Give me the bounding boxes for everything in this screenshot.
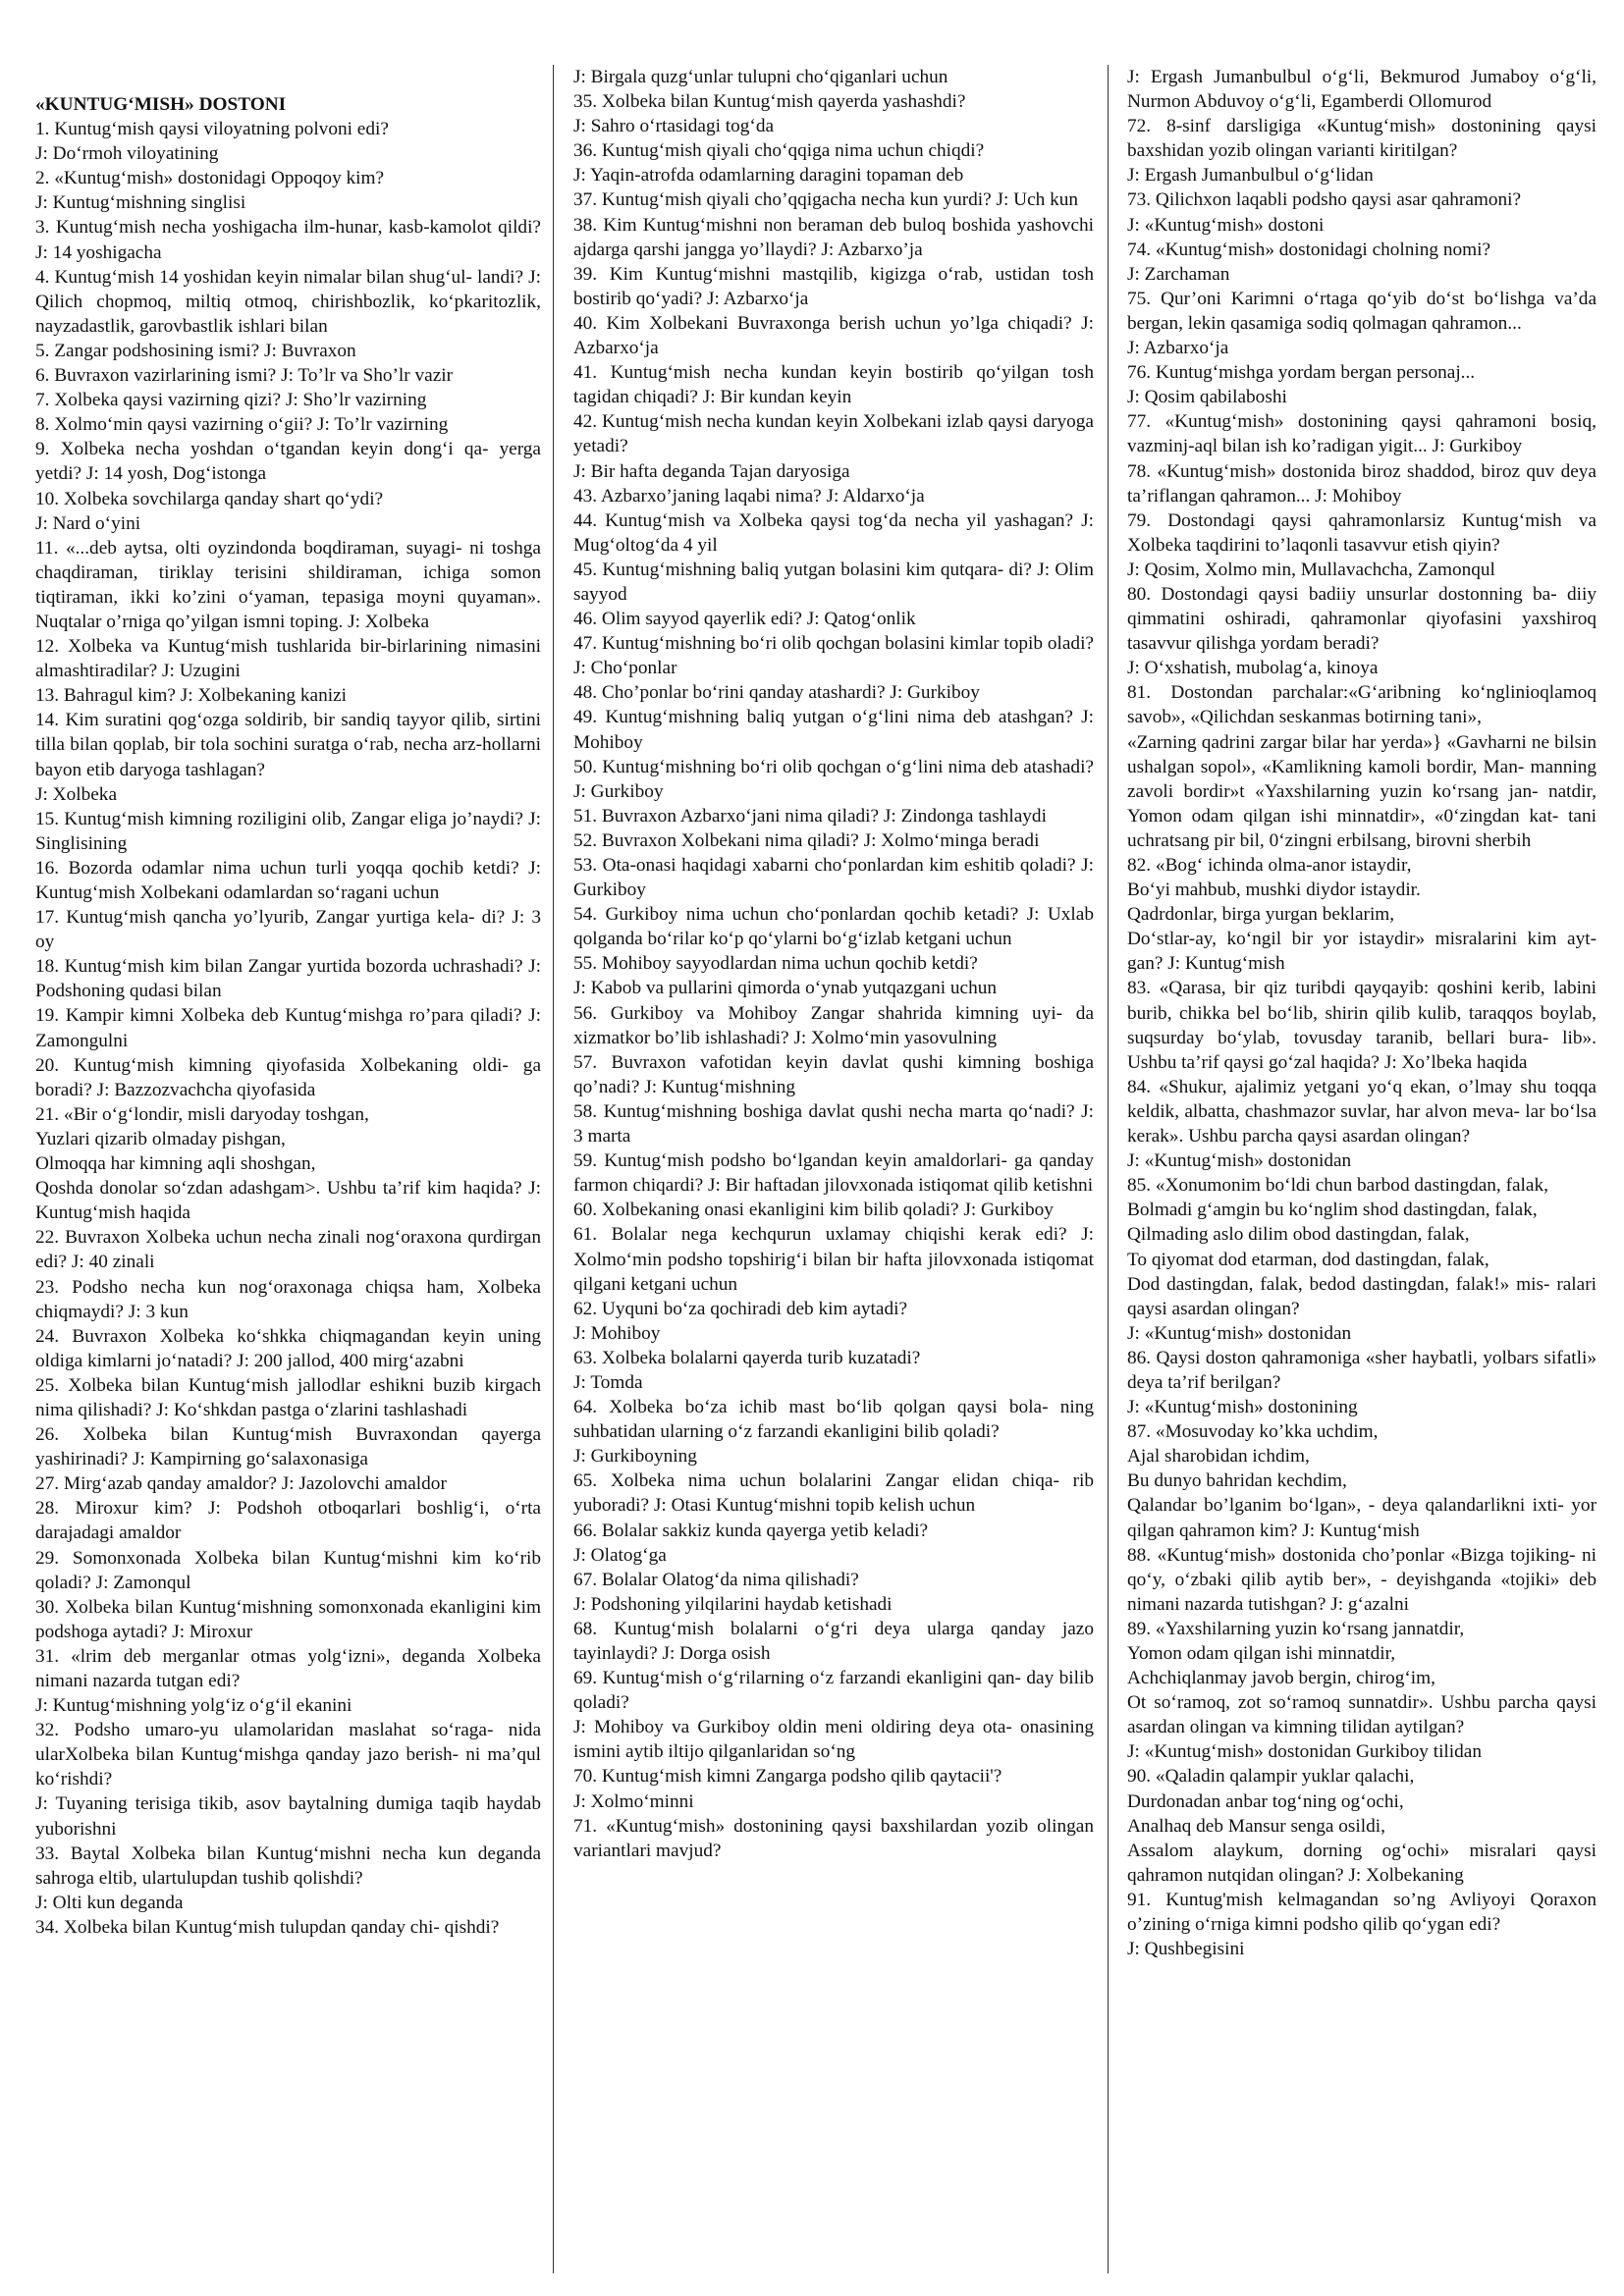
question-line: J: «Kuntug‘mish» dostonidan	[1127, 1150, 1352, 1172]
question-line: Olmoqqa har kimning aqli shoshgan,	[35, 1153, 316, 1175]
question-line: 51. Buvraxon Azbarxo‘jani nima qiladi? J: Zindonga tashlaydi	[573, 805, 1047, 827]
document-title: «KUNTUG‘MISH» DOSTONI	[35, 94, 287, 115]
question-line: 50. Kuntug‘mishning bo‘ri olib qochgan o‘g‘lini nima deb atashadi? J: Gurkiboy	[573, 756, 1094, 802]
question-line: 2. «Kuntug‘mish» dostonidagi Oppoqoy kim?	[35, 168, 385, 189]
question-line: 30. Xolbeka bilan Kuntug‘mishning somonxonada ekanligini kim podshoga aytadi? J: Miroxur	[35, 1596, 541, 1642]
question-line: Bu dunyo bahridan kechdim,	[1127, 1470, 1347, 1492]
question-line: 81. Dostondan parchalar:«G‘aribning ko‘nglinioqlamoq savob», «Qilichdan seskanmas botirning tani»,	[1127, 682, 1597, 728]
question-line: Bolmadi g‘amgin bu ko‘nglim shod dastingdan, falak,	[1127, 1200, 1538, 1221]
question-line: J: Qosim qabilaboshi	[1127, 387, 1287, 408]
question-line: 20. Kuntug‘mish kimning qiyofasida Xolbekaning oldi- ga boradi? J: Bazzozvachcha qiyofasida	[35, 1054, 541, 1100]
column-2	[573, 65, 1094, 2273]
question-line: 27. Mirg‘azab qanday amaldor? J: Jazolovchi amaldor	[35, 1473, 447, 1495]
question-line: Qilmading aslo dilim obod dastingdan, falak,	[1127, 1224, 1470, 1246]
question-line: «Zarning qadrini zargar bilar har yerda»} «Gavharni ne bilsin ushalgan sopol», «Kamlikning kamoli bordir, Man- manning zavoli bordir»t «Yaxshilarning yuzin ko‘rsang jan- natdir, Yomon odam qilgan ishi minnatdir», «0‘zingdan kat- tani uchratsang pir bil, 0‘zingni erbilsang, birovni sherbih	[1127, 731, 1597, 851]
question-line: 35. Xolbeka bilan Kuntug‘mish qayerda yashashdi?	[573, 91, 966, 113]
question-line: 7. Xolbeka qaysi vazirning qizi? J: Sho’lr vazirning	[35, 390, 427, 411]
question-line: To qiyomat dod etarman, dod dastingdan, falak,	[1127, 1249, 1489, 1270]
question-line: J: Xolbeka	[35, 783, 117, 805]
question-line: 26. Xolbeka bilan Kuntug‘mish Buvraxondan qayerga yashirinadi? J: Kampirning go‘salaxonasiga	[35, 1424, 541, 1470]
question-line: J: Gurkiboyning	[573, 1446, 697, 1468]
column-3	[1127, 65, 1597, 2273]
question-line: 88. «Kuntug‘mish» dostonida cho’ponlar «Bizga tojiking- ni qo‘y, o‘zbaki qilib aytib ber», - deyishganda «tojiki» deb nimani nazarda tutishgan? J: g‘azalni	[1127, 1544, 1597, 1615]
question-line: 52. Buvraxon Xolbekani nima qiladi? J: Xolmo‘minga beradi	[573, 829, 1040, 851]
question-line: 55. Mohiboy sayyodlardan nima uchun qochib ketdi?	[573, 953, 978, 975]
question-line: 21. «Bir o‘g‘londir, misli daryoday toshgan,	[35, 1103, 369, 1125]
question-line: J: Sahro o‘rtasidagi tog‘da	[573, 116, 775, 137]
question-line: J: «Kuntug‘mish» dostonidan Gurkiboy tilidan	[1127, 1741, 1482, 1763]
question-line: 38. Kim Kuntug‘mishni non beraman deb buloq boshida yashovchi ajdarga qarshi jangga yo’llaydi? J: Azbarxo’ja	[573, 214, 1094, 260]
column-divider-2	[1108, 65, 1109, 2273]
question-line: J: Tuyaning terisiga tikib, asov baytalning dumiga taqib haydab yuborishni	[35, 1793, 541, 1840]
question-line: 74. «Kuntug‘mish» dostonidagi cholning nomi?	[1127, 239, 1491, 260]
question-line: 18. Kuntug‘mish kim bilan Zangar yurtida bozorda uchrashadi? J: Podshoning qudasi bilan	[35, 956, 541, 1002]
question-line: J: Olatog‘ga	[573, 1544, 667, 1566]
question-line: 76. Kuntug‘mishga yordam bergan personaj...	[1127, 362, 1476, 384]
question-line: J: Birgala quzg‘unlar tulupni cho‘qiganlari uchun	[573, 67, 948, 87]
question-line: 64. Xolbeka bo‘za ichib mast bo‘lib qolgan qaysi bola- ning suhbatidan ularning o‘z farzandi ekanligini bilib qoladi?	[573, 1397, 1094, 1443]
question-line: Yomon odam qilgan ishi minnatdir,	[1127, 1643, 1396, 1664]
question-line: 57. Buvraxon vafotidan keyin davlat qushi kimning boshiga qo’nadi? J: Kuntug‘mishning	[573, 1051, 1094, 1097]
question-line: 28. Miroxur kim? J: Podshoh otboqarlari boshlig‘i, o‘rta darajadagi amaldor	[35, 1498, 541, 1544]
question-line: J: Do‘rmoh viloyatining	[35, 143, 219, 165]
question-line: 16. Bozorda odamlar nima uchun turli yoqqa qochib ketdi? J: Kuntug‘mish Xolbekani odamlardan so‘ragani uchun	[35, 857, 541, 903]
question-line: 22. Buvraxon Xolbeka uchun necha zinali nog‘oraxona qurdirgan edi? J: 40 zinali	[35, 1227, 541, 1273]
question-line: 70. Kuntug‘mish kimni Zangarga podsho qilib qaytacii'?	[573, 1766, 1002, 1788]
question-line: 23. Podsho necha kun nog‘oraxonaga chiqsa ham, Xolbeka chiqmaydi? J: 3 kun	[35, 1276, 541, 1322]
column-1	[35, 92, 541, 2273]
question-line: 25. Xolbeka bilan Kuntug‘mish jallodlar eshikni buzib kirgach nima qilishadi? J: Ko‘shkdan pastga o‘zlarini tashlashadi	[35, 1374, 541, 1420]
question-line: 36. Kuntug‘mish qiyali cho‘qqiga nima uchun chiqdi?	[573, 140, 985, 162]
question-line: J: Qushbegisini	[1127, 1939, 1245, 1960]
question-line: 62. Uyquni bo‘za qochiradi deb kim aytadi?	[573, 1298, 908, 1319]
question-line: Ot so‘ramoq, zot so‘ramoq sunnatdir». Ushbu parcha qaysi asardan olingan va kimning tilidan aytilgan?	[1127, 1692, 1597, 1738]
question-line: 12. Xolbeka va Kuntug‘mish tushlarida bir-birlarining nimasini almashtiradilar? J: Uzugini	[35, 636, 541, 682]
question-line: Durdonadan anbar tog‘ning og‘ochi,	[1127, 1790, 1404, 1812]
question-line: J: Qosim, Xolmo min, Mullavachcha, Zamonqul	[1127, 559, 1495, 580]
question-line: J: Zarchaman	[1127, 263, 1230, 285]
question-line: 83. «Qarasa, bir qiz turibdi qayqayib: qoshini kerib, labini burib, chikka bel bo‘lib, shirin qilib kulib, taraqqos boylab, suqsurday bo‘ylab, tovusday taranib, bellari bura- lib». Ushbu ta’rif qaysi go‘zal haqida? J: Xo’lbeka haqida	[1127, 978, 1597, 1073]
question-line: Qalandar bo’lganim bo‘lgan», - deya qalandarlikni ixti- yor qilgan qahramon kim? J: Kuntug‘mish	[1127, 1495, 1597, 1541]
question-line: Dod dastingdan, falak, bedod dastingdan, falak!» mis- ralari qaysi asardan olingan?	[1127, 1273, 1597, 1319]
question-line: Do‘stlar-ay, ko‘ngil bir yor istaydir» misralarini kim ayt- gan? J: Kuntug‘mish	[1127, 929, 1597, 975]
question-line: 49. Kuntug‘mishning baliq yutgan o‘g‘lini nima deb atashgan? J: Mohiboy	[573, 707, 1094, 753]
question-line: 43. Azbarxo’janing laqabi nima? J: Aldarxo‘ja	[573, 485, 925, 507]
question-line: 34. Xolbeka bilan Kuntug‘mish tulupdan qanday chi- qishdi?	[35, 1916, 500, 1938]
question-line: 39. Kim Kuntug‘mishni mastqilib, kigizga o‘rab, ustidan tosh bostirib qo‘yadi? J: Azbarxo‘ja	[573, 263, 1094, 309]
question-line: 40. Kim Xolbekani Buvraxonga berish uchun yo’lga chiqadi? J: Azbarxo‘ja	[573, 312, 1094, 359]
question-line: 91. Kuntug'mish kelmagandan so’ng Avliyoyi Qoraxon o’zining o‘rniga kimni podsho qilib qo‘ygan edi?	[1127, 1889, 1597, 1936]
question-line: 33. Baytal Xolbeka bilan Kuntug‘mishni necha kun deganda sahroga eltib, ulartulupdan tushib qolishdi?	[35, 1842, 541, 1889]
question-line: 56. Gurkiboy va Mohiboy Zangar shahrida kimning uyi- da xizmatkor bo’lib ishlashadi? J: Xolmo‘min yasovulning	[573, 1002, 1094, 1048]
question-line: 1. Kuntug‘mish qaysi viloyatning polvoni edi?	[35, 119, 389, 140]
question-line: J: Kuntug‘mishning yolg‘iz o‘g‘il ekanini	[35, 1695, 352, 1717]
question-line: 29. Somonxonada Xolbeka bilan Kuntug‘mishni kim ko‘rib qoladi? J: Zamonqul	[35, 1547, 541, 1593]
question-line: 89. «Yaxshilarning yuzin ko‘rsang jannatdir,	[1127, 1618, 1465, 1639]
question-line: 87. «Mosuvoday ko’kka uchdim,	[1127, 1421, 1379, 1443]
question-line: J: Mohiboy va Gurkiboy oldin meni oldiring deya ota- onasining ismini aytib iltijo qilganlaridan so‘ng	[573, 1717, 1094, 1763]
question-line: 65. Xolbeka nima uchun bolalarini Zangar elidan chiqa- rib yuboradi? J: Otasi Kuntug‘mishni topib kelish uchun	[573, 1470, 1094, 1517]
question-line: Yuzlari qizarib olmaday pishgan,	[35, 1128, 286, 1149]
question-line: J: O‘xshatish, mubolag‘a, kinoya	[1127, 658, 1379, 679]
question-line: 67. Bolalar Olatog‘da nima qilishadi?	[573, 1569, 859, 1590]
question-line: Qadrdonlar, birga yurgan beklarim,	[1127, 904, 1395, 926]
question-line: 13. Bahragul kim? J: Xolbekaning kanizi	[35, 685, 348, 707]
question-line: J: Olti kun deganda	[35, 1892, 184, 1913]
question-line: J: Kuntug‘mishning singlisi	[35, 192, 246, 214]
question-line: 6. Buvraxon vazirlarining ismi? J: To’lr va Sho’lr vazir	[35, 365, 454, 387]
question-line: 68. Kuntug‘mish bolalarni o‘g‘ri deya ularga qanday jazo tayinlaydi? J: Dorga osish	[573, 1618, 1094, 1664]
question-line: J: Ergash Jumanbulbul o‘g‘lidan	[1127, 165, 1374, 187]
question-line: 73. Qilichxon laqabli podsho qaysi asar qahramoni?	[1127, 189, 1522, 211]
question-line: 72. 8-sinf darsligiga «Kuntug‘mish» dostonining qaysi baxshidan yozib olingan varianti kiritilgan?	[1127, 116, 1597, 162]
question-line: 37. Kuntug‘mish qiyali cho’qqigacha necha kun yurdi? J: Uch kun	[573, 189, 1079, 211]
question-line: 3. Kuntug‘mish necha yoshigacha ilm-hunar, kasb-kamolot qildi? J: 14 yoshigacha	[35, 217, 541, 263]
question-line: J: Kabob va pullarini qimorda o‘ynab yutqazgani uchun	[573, 978, 998, 999]
question-line: 66. Bolalar sakkiz kunda qayerga yetib keladi?	[573, 1520, 929, 1541]
question-line: 8. Xolmo‘min qaysi vazirning o‘gii? J: To’lr vazirning	[35, 414, 449, 436]
question-line: 60. Xolbekaning onasi ekanligini kim bilib qoladi? J: Gurkiboy	[573, 1200, 1054, 1221]
question-line: 45. Kuntug‘mishning baliq yutgan bolasini kim qutqara- di? J: Olim sayyod	[573, 559, 1094, 605]
question-line: J: Ergash Jumanbulbul o‘g‘li, Bekmurod Jumaboy o‘g‘li, Nurmon Abduvoy o‘g‘li, Egamberdi Ollomurod	[1127, 67, 1597, 113]
question-line: J: Yaqin-atrofda odamlarning daragini topaman deb	[573, 165, 964, 187]
question-line: J: Podshoning yilqilarini haydab ketishadi	[573, 1593, 893, 1615]
question-line: 90. «Qaladin qalampir yuklar qalachi,	[1127, 1766, 1415, 1788]
question-line: Achchiqlanmay javob bergin, chirog‘im,	[1127, 1668, 1435, 1689]
question-line: 82. «Bog‘ ichinda olma-anor istaydir,	[1127, 855, 1412, 876]
question-line: 19. Kampir kimni Xolbeka deb Kuntug‘mishga ro’para qiladi? J: Zamongulni	[35, 1005, 541, 1051]
question-line: 42. Kuntug‘mish necha kundan keyin Xolbekani izlab qaysi daryoga yetadi?	[573, 411, 1094, 457]
question-line: J: Xolmo‘minni	[573, 1790, 694, 1812]
question-line: 58. Kuntug‘mishning boshiga davlat qushi necha marta qo‘nadi? J: 3 marta	[573, 1100, 1094, 1148]
question-line: 69. Kuntug‘mish o‘g‘rilarning o‘z farzandi ekanligini qan- day bilib qoladi?	[573, 1668, 1094, 1714]
question-line: J: «Kuntug‘mish» dostoni	[1127, 214, 1325, 236]
question-line: J: «Kuntug‘mish» dostonining	[1127, 1397, 1358, 1418]
question-line: 54. Gurkiboy nima uchun cho‘ponlardan qochib ketadi? J: Uxlab qolganda bo‘rilar ko‘p qo‘ylarni bo‘g‘izlab ketgani uchun	[573, 904, 1094, 950]
document-page	[35, 65, 1597, 2273]
question-line: 14. Kim suratini qog‘ozga soldirib, bir sandiq tayyor qilib, sirtini tilla bilan qoplab, bir tola sochini suratga o‘rab, necha arz-hollarni bayon etib daryoga tashlagan?	[35, 710, 541, 780]
question-line: 15. Kuntug‘mish kimning roziligini olib, Zangar eliga jo’naydi? J: Singlisining	[35, 808, 541, 854]
question-line: 44. Kuntug‘mish va Xolbeka qaysi tog‘da necha yil yashagan? J: Mug‘oltog‘da 4 yil	[573, 509, 1094, 556]
question-line: 47. Kuntug‘mishning bo‘ri olib qochgan bolasini kimlar topib oladi? J: Cho‘ponlar	[573, 633, 1094, 679]
question-line: 4. Kuntug‘mish 14 yoshidan keyin nimalar bilan shug‘ul- landi? J: Qilich chopmoq, miltiq otmoq, chirishbozlik, ko‘pkaritozlik, nayzadastlik, garovbastlik ishlari bilan	[35, 266, 541, 337]
question-line: 63. Xolbeka bolalarni qayerda turib kuzatadi?	[573, 1347, 921, 1368]
question-line: J: Azbarxo‘ja	[1127, 338, 1229, 359]
question-line: 78. «Kuntug‘mish» dostonida biroz shaddod, biroz quv deya ta’riflangan qahramon... J: Mohiboy	[1127, 460, 1597, 507]
question-line: 9. Xolbeka necha yoshdan o‘tgandan keyin dong‘i qa- yerga yetdi? J: 14 yosh, Dog‘istonga	[35, 439, 541, 485]
question-line: 11. «...deb aytsa, olti oyzindonda boqdiraman, suyagi- ni toshga chaqdiraman, tiriklay terisini shildiraman, ichiga somon tiqtiraman, ikki ko’zini o‘yaman, tepasiga moyni quyaman». Nuqtalar o’rniga qo’yilgan ismni toping. J: Xolbeka	[35, 537, 541, 632]
question-line: 46. Olim sayyod qayerlik edi? J: Qatog‘onlik	[573, 609, 916, 630]
question-line: 31. «lrim deb merganlar otmas yolg‘izni», deganda Xolbeka nimani nazarda tutgan edi?	[35, 1645, 541, 1691]
question-line: Assalom alaykum, dorning og‘ochi» misralari qaysi qahramon nutqidan olingan? J: Xolbekaning	[1127, 1840, 1597, 1886]
question-line: 77. «Kuntug‘mish» dostonining qaysi qahramoni bosiq, vazminj-aql bilan ish ko’radigan yigit... J: Gurkiboy	[1127, 411, 1597, 457]
question-line: 10. Xolbeka sovchilarga qanday shart qo‘ydi?	[35, 488, 384, 509]
question-line: J: Mohiboy	[573, 1322, 661, 1344]
question-line: 5. Zangar podshosining ismi? J: Buvraxon	[35, 340, 356, 361]
question-line: Ajal sharobidan ichdim,	[1127, 1446, 1310, 1468]
question-line: 86. Qaysi doston qahramoniga «sher haybatli, yolbars sifatli» deya ta’rif berilgan?	[1127, 1347, 1597, 1393]
column-divider-1	[553, 65, 554, 2273]
question-line: 41. Kuntug‘mish necha kundan keyin bostirib qo‘yilgan tosh tagidan chiqadi? J: Bir kundan keyin	[573, 362, 1094, 408]
question-line: J: Tomda	[573, 1371, 643, 1393]
question-line: 80. Dostondagi qaysi badiiy unsurlar dostonning ba- diiy qimmatini oshiradi, qahramonlar qiyofasini yaxshiroq tasavvur qilishga yordam beradi?	[1127, 583, 1597, 655]
question-line: 32. Podsho umaro-yu ulamolaridan maslahat so‘raga- nida ularXolbeka bilan Kuntug‘mishga qanday jazo berish- ni ma’qul ko‘rishdi?	[35, 1720, 541, 1790]
question-line: 85. «Xonumonim bo‘ldi chun barbod dastingdan, falak,	[1127, 1175, 1548, 1197]
question-line: 24. Buvraxon Xolbeka ko‘shkka chiqmagandan keyin uning oldiga kimlarni jo‘natadi? J: 200 jallod, 400 mirg‘azabni	[35, 1325, 541, 1371]
question-line: 59. Kuntug‘mish podsho bo‘lgandan keyin amaldorlari- ga qanday farmon chiqardi? J: Bir haftadan jilovxonada istiqomat qilib ketishni	[573, 1150, 1094, 1197]
question-line: 17. Kuntug‘mish qancha yo’lyurib, Zangar yurtiga kela- di? J: 3 oy	[35, 907, 541, 953]
question-line: 79. Dostondagi qaysi qahramonlarsiz Kuntug‘mish va Xolbeka taqdirini to’laqonli tasavvur etish qiyin?	[1127, 509, 1597, 556]
question-line: Analhaq deb Mansur senga osildi,	[1127, 1815, 1385, 1837]
question-line: Bo‘yi mahbub, mushki diydor istaydir.	[1127, 880, 1421, 901]
question-line: J: Bir hafta deganda Tajan daryosiga	[573, 460, 850, 482]
question-line: J: Nard o‘yini	[35, 512, 141, 534]
question-line: 71. «Kuntug‘mish» dostonining qaysi baxshilardan yozib olingan variantlari mavjud?	[573, 1815, 1094, 1861]
question-line: Qoshda donolar so‘zdan adashgam>. Ushbu ta’rif kim haqida? J: Kuntug‘mish haqida	[35, 1178, 541, 1224]
question-line: 61. Bolalar nega kechqurun uxlamay chiqishi kerak edi? J: Xolmo‘min podsho topshirig‘i bilan bir hafta jilovxonada istiqomat qilgani ketgani uchun	[573, 1224, 1094, 1295]
question-line: 84. «Shukur, ajalimiz yetgani yo‘q ekan, o’lmay shu toqqa keldik, albatta, chashmazor suvlar, har alvon meva- lar bo‘lsa kerak». Ushbu parcha qaysi asardan olingan?	[1127, 1076, 1597, 1148]
question-line: 53. Ota-onasi haqidagi xabarni cho‘ponlardan kim eshitib qoladi? J: Gurkiboy	[573, 855, 1094, 901]
question-line: 48. Cho’ponlar bo‘rini qanday atashardi? J: Gurkiboy	[573, 682, 980, 704]
question-line: 75. Qur’oni Karimni o‘rtaga qo‘yib do‘st bo‘lishga va’da bergan, lekin qasamiga sodiq qolmagan qahramon...	[1127, 288, 1597, 334]
question-line: J: «Kuntug‘mish» dostonidan	[1127, 1322, 1352, 1344]
